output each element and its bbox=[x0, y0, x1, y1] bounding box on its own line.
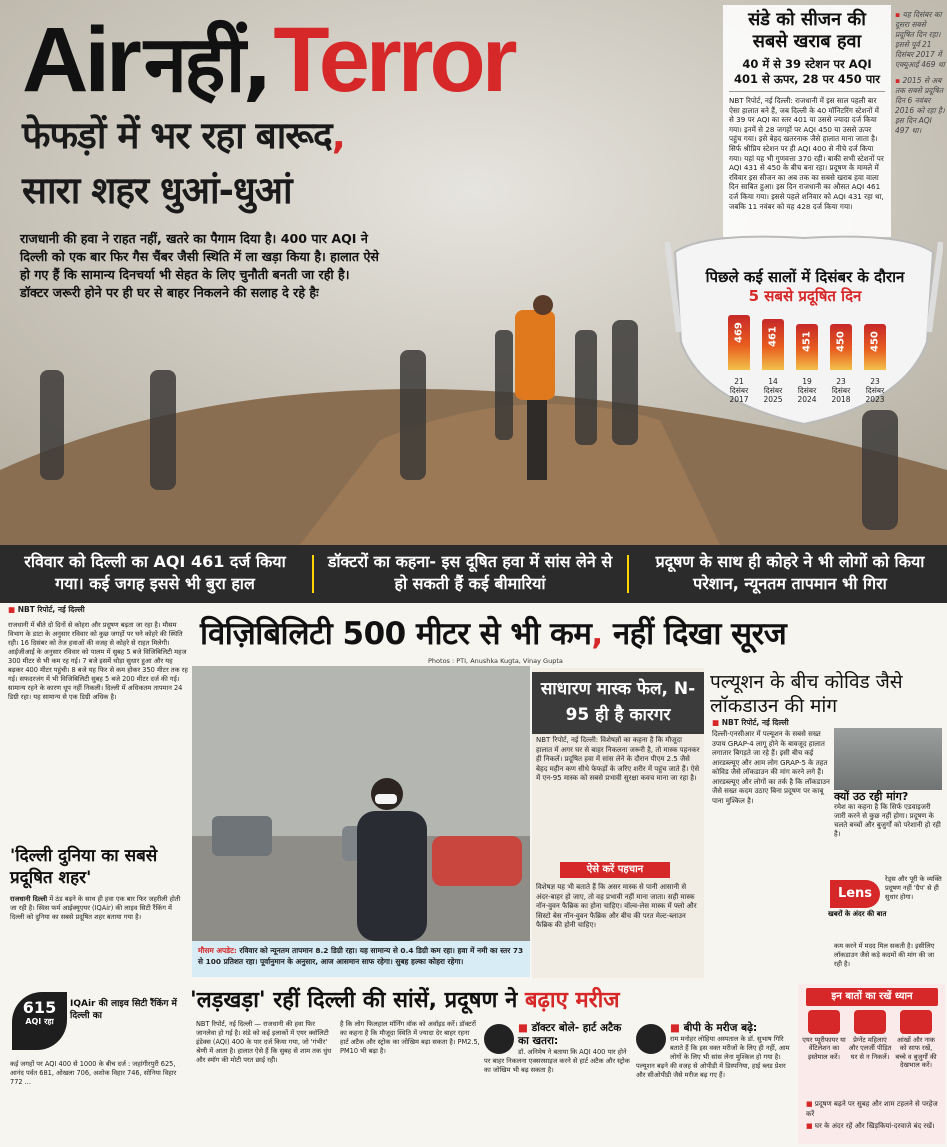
tip-pregnant bbox=[848, 1010, 892, 1061]
aqi-bar-date-2: 14 दिसंबर 2025 bbox=[763, 377, 783, 404]
doctor-warning bbox=[484, 1022, 634, 1075]
lockdown-end-text: कम करने में मदद मिल सकती है। इसीलिए लॉकडाउन जैसे कड़े कदमों की मांग की जा रही है। bbox=[834, 942, 935, 968]
air-purifier-icon bbox=[808, 1010, 840, 1034]
nbt-lens-text: रेड्स और पूरी के व्यक्ति प्रदूषण नहीं 'ग्रैप' से ही सुधार होगा। bbox=[885, 875, 942, 901]
doctor-warning-title: ■ डॉक्टर बोले- हार्ट अटैक का खतरा: bbox=[484, 1022, 634, 1048]
lockdown-headline: पल्यूशन के बीच कोविड जैसे लॉकडाउन की मांग bbox=[710, 671, 903, 717]
aqi-badge-label: AQI रहा bbox=[25, 1017, 54, 1026]
bp-patients-title: ■ बीपी के मरीज बढ़े: bbox=[636, 1022, 796, 1035]
delhi-most-polluted-quote: 'दिल्ली दुनिया का सबसे प्रदूषित शहर' bbox=[10, 846, 158, 888]
fog-thumbnail-photo bbox=[834, 728, 942, 790]
weather-text: रविवार को न्यूनतम तापमान 8.2 डिग्री रहा। यह सामान्य से 0.4 डिग्री कम रहा। हवा में नमी का स्तर 73 से 100 प्रतिशत रहा। पूर्वानुमान के अनुसार, आज आसमान साफ रहेगा। सुबह हल्का कोहरा रहेगा। bbox=[198, 946, 524, 966]
left-column-article bbox=[8, 605, 188, 702]
aqi-bar-value-4: 450 bbox=[835, 331, 847, 353]
aqi-bar-5 bbox=[864, 324, 886, 370]
quote-byline: राजधानी दिल्ली bbox=[10, 895, 48, 903]
subheadline-line2: सारा शहर धुआं-धुआं bbox=[22, 169, 292, 212]
visibility-headline bbox=[200, 612, 940, 654]
patients-headline bbox=[190, 984, 790, 1014]
band-item-1: रविवार को दिल्ली का AQI 461 दर्ज किया गया। कई जगह इससे भी बुरा हाल bbox=[24, 552, 286, 593]
patients-column-1: NBT रिपोर्ट, नई दिल्ली — राजधानी की हवा फिर जानलेवा हो गई है। संडे को कई इलाकों में एयर क्वॉलिटी इंडेक्स (AQI) 400 के पार दर्ज किया गया, जो 'गंभीर' श्रेणी में आता है। हालात ऐसे हैं कि सुबह से शाम तक धुंध और स्मॉग की मोटी परत छाई रही। bbox=[196, 1020, 332, 1064]
mask-article-headline: साधारण मास्क फेल, N-95 ही है कारगर bbox=[532, 672, 704, 734]
visibility-headline-post: नहीं दिखा सूरज bbox=[612, 616, 787, 652]
headline-word-nahi: नहीं, bbox=[143, 20, 270, 110]
mask-chart-title-text: पिछले कई सालों में दिसंबर के दौरान bbox=[705, 268, 905, 286]
identify-tag: ऐसे करें पहचान bbox=[560, 862, 670, 878]
headline-word-terror: Terror bbox=[273, 9, 514, 111]
tip-bottom-2: ■ घर के अंदर रहें और खिड़कियां-दरवाजे बंद रखें। bbox=[806, 1122, 940, 1132]
foggy-street-photo bbox=[192, 666, 530, 941]
why-demand-body: रमेश का कहना है कि सिर्फ एडवाइजरी जारी करने से कुछ नहीं होगा। प्रदूषण के चलते बच्चों और बुजुर्गों को परेशानी हो रही है। bbox=[834, 803, 941, 838]
mask-chart-title-highlight: 5 सबसे प्रदूषित दिन bbox=[748, 287, 862, 305]
sunday-box-subtitle: 40 में से 39 स्टेशन पर AQI 401 से ऊपर, 28 पर 450 पार bbox=[729, 57, 885, 92]
weather-label: मौसम अपडेट: bbox=[198, 946, 237, 955]
aqi-bar-date-1: 21 दिसंबर 2017 bbox=[729, 377, 749, 404]
left-byline: ■ NBT रिपोर्ट, नई दिल्ली bbox=[8, 605, 188, 615]
photo-credit: Photos : PTI, Anushka Kugta, Vinay Gupta bbox=[428, 657, 563, 665]
aqi-bar-date-5: 23 दिसंबर 2023 bbox=[865, 377, 885, 404]
aqi-bar-4 bbox=[830, 324, 852, 370]
sunday-box-title: संडे को सीजन की सबसे खराब हवा bbox=[748, 9, 866, 52]
visibility-headline-comma: , bbox=[591, 616, 603, 652]
left-body: राजधानी में बीते दो दिनों से कोहरा और प्रदूषण बढ़ता जा रहा है। मौसम विभाग के डाटा के अनुसार रविवार को कुछ जगहों पर घने कोहरे की स्थिति रही। 16 दिसंबर को तेज हवाओं की वजह से कोहरे से राहत मिलेगी। आईजीआई के अनुसार रविवार को पालम में सुबह 5 बजे विजिबिलिटी महज 300 मीटर से भी कम रह गई। 7 बजे इसमें थोड़ा सुधार हुआ और यह बढ़कर 400 मीटर पहुंची। 8 बजे यह फिर से कम होकर 350 मीटर तक रह गई। सफदरजंग में भी विजिबिलिटी सुबह 5 बजे 200 मीटर दर्ज की गई। सामान्य रहने के कारण धूप नहीं निकली। दिल्ली में अधिकतम तापमान 24 डिग्री रहा। यह सामान्य से एक डिग्री अधिक है। bbox=[8, 621, 188, 701]
bp-patients-body: राम मनोहर लोहिया अस्पताल के डॉ. सुभाष गिरि बताते हैं कि इस वक्त मरीजों के लिए ही नहीं, आम लोगों के लिए भी सांस लेना मुश्किल हो गया है। पल्यूशन बढ़ने की वजह से ओपीडी में डिस्पनिया, हाई ब्लड प्रेशर और सीओपीडी जैसे मरीज बढ़ गए हैं। bbox=[636, 1035, 790, 1079]
visibility-headline-pre: विज़िबिलिटी 500 मीटर से भी कम bbox=[200, 616, 592, 652]
quote-body: में ठंड बढ़ने के साथ ही हवा एक बार फिर जहरीली होती जा रही है। स्विस फर्म आईक्यूएयर (IQAir) की लाइव सिटी रैंकिंग में दिल्ली को दुनिया का सबसे प्रदूषित शहर बताया गया है। bbox=[10, 895, 181, 921]
pregnant-woman-icon bbox=[854, 1010, 886, 1034]
iqair-ranking-text: IQAir की लाइव सिटी रैंकिंग में दिल्ली का bbox=[70, 999, 177, 1021]
band-item-3: प्रदूषण के साथ ही कोहरे ने भी लोगों को किया परेशान, न्यूनतम तापमान भी गिरा bbox=[655, 552, 925, 593]
aqi-bar-value-2: 461 bbox=[767, 326, 779, 348]
side-note-2: ▪ 2015 से अब तक सबसे प्रदूषित दिन 6 नवंबर 2016 को रहा है। इस दिन AQI 497 था। bbox=[895, 76, 945, 136]
band-divider-2 bbox=[627, 555, 629, 593]
tip-1-text: एयर प्यूरीफायर या वेंटिलेशन का इस्तेमाल करें। bbox=[802, 1036, 846, 1061]
patients-column-2: है कि लोग फिलहाल मॉर्निंग वॉक को अवॉइड करें। डॉक्टरों का कहना है कि मौजूदा स्थिति में ज्यादा देर बाहर रहना हार्ट अटैक और स्ट्रोक का जोखिम बढ़ा सकता है। PM2.5, PM10 भी बढ़ा है। bbox=[340, 1020, 480, 1055]
aqi-bar-1 bbox=[728, 315, 750, 370]
tips-title: इन बातों का रखें ध्यान bbox=[806, 988, 938, 1006]
subheadline-line1 bbox=[22, 108, 345, 159]
aqi-badge-number: 615 bbox=[22, 998, 57, 1017]
aqi-bar-value-5: 450 bbox=[869, 331, 881, 353]
doctor-warning-body: डॉ. अनिमेष ने बताया कि AQI 400 पार होने पर बाहर निकलना एक्सरसाइज करने से हार्ट अटैक और स्ट्रोक का जोखिम भी बढ़ सकता है। bbox=[484, 1048, 630, 1074]
side-note-1: ▪ यह दिसंबर का दूसरा सबसे प्रदूषित दिन रहा। इससे पूर्व 21 दिसंबर 2017 में एक्यूआई 469 था bbox=[895, 10, 945, 70]
nbt-lens-tagline: खबरों के अंदर की बात bbox=[828, 910, 887, 918]
eye-icon bbox=[900, 1010, 932, 1034]
doctor-icon bbox=[484, 1024, 514, 1054]
aqi-bar-2 bbox=[762, 319, 784, 370]
side-notes bbox=[895, 10, 945, 142]
summary-band bbox=[0, 545, 947, 603]
headline-word-air: Air bbox=[22, 9, 138, 111]
band-divider-1 bbox=[312, 555, 314, 593]
aqi-bar-3 bbox=[796, 324, 818, 370]
mask-chart-title bbox=[700, 268, 910, 306]
tip-bottom-1: ■ प्रदूषण बढ़ने पर सुबह और शाम टहलने से परहेज करें bbox=[806, 1100, 940, 1119]
tip-2-text: प्रेग्नेंट महिलाएं और एलर्जी पीड़ित घर से न निकलें। bbox=[848, 1036, 892, 1061]
patients-headline-pre: 'लड़खड़ा' रहीं दिल्ली की सांसें, प्रदूषण ने bbox=[190, 988, 518, 1013]
tip-air-purifier bbox=[802, 1010, 846, 1061]
lockdown-byline: ■ NBT रिपोर्ट, नई दिल्ली bbox=[712, 718, 789, 728]
weather-update bbox=[192, 941, 530, 977]
aqi-bar-date-3: 19 दिसंबर 2024 bbox=[797, 377, 817, 404]
sunday-box-body: NBT रिपोर्ट, नई दिल्ली: राजधानी में इस साल पहली बार ऐसा हालात बने हैं, जब दिल्ली के 40 मॉनिटरिंग स्टेशनों में से 39 पर AQI का स्तर 401 या उससे ज्यादा दर्ज किया गया। इनमें से 28 जगहों पर AQI 450 या उससे ऊपर पहुंच गया। इसे बेहद खतरनाक जैसे हालात माना जाता है। सिर्फ श्रीप्रिय स्टेशन पर ही AQI 400 से नीचे दर्ज किया गया। यहां यह भी गुणवत्ता 370 रही। बाकी सभी स्टेशनों पर AQI 431 से 450 के बीच बना रहा। प्रदूषण के मामले में रविवार इस सीजन का अब तक का सबसे खराब हवा वाला दिन साबित हुआ। इस दिन राजधानी का औसत AQI 461 दर्ज किया गया। इससे पहले शनिवार को AQI 431 रहा था, जबकि 11 नवंबर को यह 428 दर्ज किया गया। bbox=[729, 96, 884, 211]
subheadline-line1-text: फेफड़ों में भर रहा बारूद bbox=[22, 114, 332, 157]
why-demand-title: क्यों उठ रही मांग? bbox=[834, 790, 909, 803]
why-demand-box bbox=[834, 792, 942, 874]
quote-article bbox=[10, 895, 186, 922]
lockdown-body: दिल्ली-एनसीआर में पल्यूशन के सबसे सख्त उपाय GRAP-4 लागू होने के बावजूद हालात लगातार बिगड़ते जा रहे हैं। इसी बीच कई आरडब्ल्यूए और आम लोग GRAP-5 के तहत कोविड जैसे लॉकडाउन की मांग करने लगे हैं। आरडब्ल्यूए और लोगों का तर्क है कि लॉकडाउन जैसे सख्त कदम उठाए बिना प्रदूषण पर काबू पाना मुश्किल है। bbox=[712, 730, 830, 805]
bp-patients bbox=[636, 1022, 796, 1080]
aqi-bar-date-4: 23 दिसंबर 2018 bbox=[831, 377, 851, 404]
tip-3-text: आंखों और नाक को साफ रखें, बच्चे व बुजुर्गों की देखभाल करें। bbox=[895, 1036, 937, 1070]
aqi-bar-value-1: 469 bbox=[733, 322, 745, 343]
mask-article-body: NBT रिपोर्ट, नई दिल्ली: विशेषज्ञों का कहना है कि मौजूदा हालात में अगर घर से बाहर निकलना जरूरी है, तो मास्क पहनकर ही निकलें। प्रदूषित हवा में सांस लेने के दौरान पीएम 2.5 जैसे बेहद महीन कण सीधे फेफड़ों के जरिए शरीर में पहुंच जाते हैं। ऐसे में एन-95 मास्क को सबसे प्रभावी सुरक्षा कवच माना जा रहा है। bbox=[536, 736, 700, 782]
tip-eye-care bbox=[894, 1010, 938, 1070]
identify-body: विशेषज्ञ यह भी बताते हैं कि असर मास्क से पानी आसानी से अंदर-बाहर हो जाए, तो वह प्रभावी नहीं माना जाता। सही मास्क नॉन-वुवन फैब्रिक का होना चाहिए। वॉल्व-लेस मास्क में फ्लो और सिस्टो बेस नॉन-वुवन फैब्रिक और बीच की परत मेल्ट-ब्लाउन फैब्रिक की होनी चाहिए। bbox=[536, 883, 697, 929]
aqi-bar-value-3: 451 bbox=[801, 331, 813, 353]
patients-headline-red: बढ़ाए मरीज bbox=[524, 988, 620, 1013]
street-scene-image bbox=[192, 666, 530, 941]
aqi-bar-chart bbox=[724, 312, 894, 404]
hero-photo-section bbox=[0, 0, 947, 545]
heart-icon bbox=[636, 1024, 666, 1054]
intro-paragraph: राजधानी की हवा ने राहत नहीं, खतरे का पैगाम दिया है। 400 पार AQI ने दिल्ली को एक बार फिर गैस चैंबर जैसी स्थिति में ला खड़ा किया है। हालात ऐसे हो गए हैं कि सामान्य दिनचर्या भी सेहत के लिए चुनौती बनती जा रही है। डॉक्टर जरूरी होने पर ही घर से बाहर निकलने की सलाह दे रहे हैः bbox=[20, 231, 379, 300]
subheadline-comma: , bbox=[331, 114, 345, 157]
main-headline bbox=[22, 8, 514, 111]
left-bottom-note: कई जगहों पर AQI 400 से 1000 के बीच दर्ज : जहांगीरपुरी 625, आनंद पर्वत 681, ओखला 706, अशोक विहार 746, सोनिया विहार 772 ... bbox=[10, 1060, 177, 1086]
nbt-lens-logo: Lens bbox=[830, 880, 880, 908]
band-item-2: डॉक्टरों का कहना- इस दूषित हवा में सांस लेने से हो सकती हैं कई बीमारियां bbox=[327, 552, 613, 593]
sunday-worst-air-box bbox=[723, 5, 891, 237]
